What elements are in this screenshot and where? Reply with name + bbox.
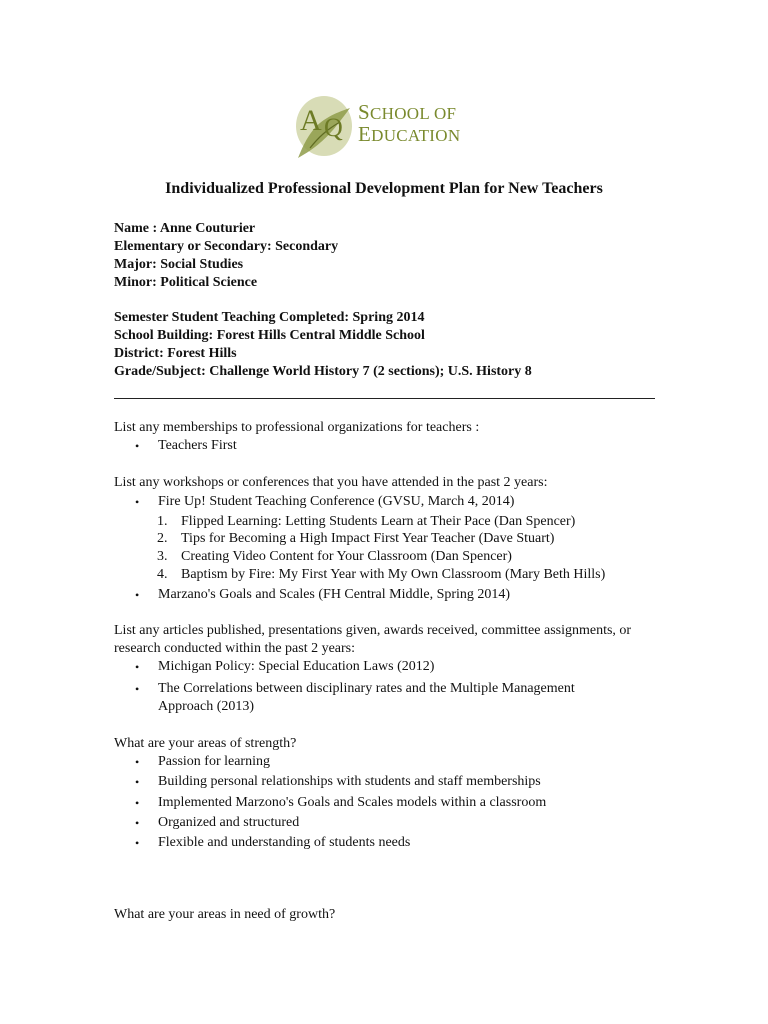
bullet-icon: • xyxy=(135,796,140,810)
list-item-text: Passion for learning xyxy=(158,754,270,769)
grade-line: Grade/Subject: Challenge World History 7 (2 sections); U.S. History 8 xyxy=(114,364,532,379)
bullet-icon: • xyxy=(135,775,140,789)
name-line: Name : Anne Couturier xyxy=(114,221,256,236)
growth-question: What are your areas in need of growth? xyxy=(114,907,336,922)
list-item-text: Organized and structured xyxy=(158,815,300,830)
logo-line-2: EDUCATION xyxy=(358,122,461,146)
numbered-item-text: Creating Video Content for Your Classroom (Dan Spencer) xyxy=(181,549,512,564)
level-line: Elementary or Secondary: Secondary xyxy=(114,239,339,254)
bullet-icon: • xyxy=(135,755,140,769)
bullet-icon: • xyxy=(135,439,140,453)
semester-line: Semester Student Teaching Completed: Spring 2014 xyxy=(114,310,425,325)
list-item-text: The Correlations between disciplinary rates and the Multiple Management Approach (2013) xyxy=(158,681,575,714)
major-line: Major: Social Studies xyxy=(114,257,244,272)
item-number: 3. xyxy=(157,549,168,564)
bullet-icon: • xyxy=(135,660,140,674)
profile-block xyxy=(114,220,338,292)
logo-wordmark xyxy=(358,102,460,146)
list-item-text: Implemented Marzono's Goals and Scales models within a classroom xyxy=(158,795,547,810)
logo-initials-q: Q xyxy=(324,113,343,142)
memberships-question: List any memberships to professional organizations for teachers : xyxy=(114,420,480,435)
logo-initials-a: A xyxy=(300,104,322,137)
list-item-text: Michigan Policy: Special Education Laws (2012) xyxy=(158,659,435,674)
workshops-question: List any workshops or conferences that you have attended in the past 2 years: xyxy=(114,475,548,490)
numbered-item-text: Flipped Learning: Letting Students Learn at Their Pace (Dan Spencer) xyxy=(181,514,576,529)
bullet-icon: • xyxy=(135,495,140,509)
bullet-icon: • xyxy=(135,816,140,830)
numbered-item-text: Tips for Becoming a High Impact First Year Teacher (Dave Stuart) xyxy=(181,531,555,546)
bullet-icon: • xyxy=(135,682,140,696)
item-number: 2. xyxy=(157,531,168,546)
school-of-education-logo xyxy=(290,88,480,166)
minor-line: Minor: Political Science xyxy=(114,275,258,290)
list-item-text: Flexible and understanding of students needs xyxy=(158,835,411,850)
logo-line-1: SCHOOL OF xyxy=(358,100,457,124)
articles-question: List any articles published, presentations given, awards received, committee assignments, or research conducted within the past 2 years: xyxy=(114,623,632,656)
horizontal-divider xyxy=(114,398,655,399)
bullet-icon: • xyxy=(135,836,140,850)
item-number: 1. xyxy=(157,514,168,529)
list-item-text: Fire Up! Student Teaching Conference (GVSU, March 4, 2014) xyxy=(158,494,515,509)
numbered-item-text: Baptism by Fire: My First Year with My Own Classroom (Mary Beth Hills) xyxy=(181,567,606,582)
item-number: 4. xyxy=(157,567,168,582)
bullet-icon: • xyxy=(135,588,140,602)
strengths-question: What are your areas of strength? xyxy=(114,736,297,751)
leaf-emblem-icon xyxy=(290,88,360,166)
list-item-text: Marzano's Goals and Scales (FH Central Middle, Spring 2014) xyxy=(158,587,511,602)
list-item-text: Building personal relationships with students and staff memberships xyxy=(158,774,541,789)
district-line: District: Forest Hills xyxy=(114,346,237,361)
list-item-text: Teachers First xyxy=(158,438,237,453)
placement-block xyxy=(114,309,532,381)
building-line: School Building: Forest Hills Central Middle School xyxy=(114,328,425,343)
page-title: Individualized Professional Development Plan for New Teachers xyxy=(165,180,603,197)
